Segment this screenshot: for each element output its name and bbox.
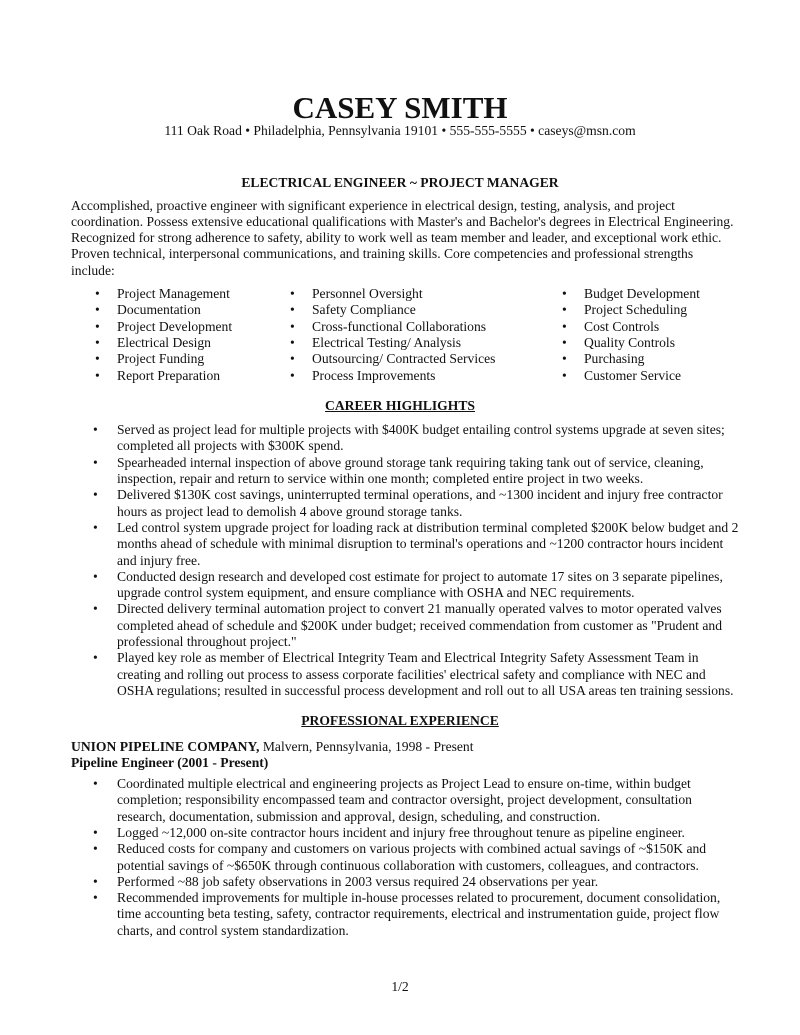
professional-experience-heading: [0, 713, 800, 729]
bullet-icon: •: [93, 519, 98, 535]
professional-title: ELECTRICAL ENGINEER ~ PROJECT MANAGER: [241, 175, 559, 191]
list-item-text: Spearheaded internal inspection of above ground storage tank requiring taking tank out of service, cleaning, inspection, repair and return to service within one month; completed entire project in two weeks.: [117, 454, 704, 487]
competency-label: Outsourcing/ Contracted Services: [312, 351, 496, 367]
competency-label: Quality Controls: [584, 334, 676, 350]
list-item: [71, 825, 739, 841]
competency-item: [562, 351, 734, 367]
competency-label: Budget Development: [584, 286, 700, 302]
bullet-icon: •: [95, 318, 100, 334]
bullet-icon: •: [93, 824, 98, 840]
competency-label: Project Development: [117, 318, 233, 334]
job-role: Pipeline Engineer (2001 - Present): [71, 754, 269, 770]
competencies-list: [71, 286, 739, 384]
competency-item: [290, 351, 584, 367]
bullet-icon: •: [562, 318, 567, 334]
competency-label: Report Preparation: [117, 367, 221, 383]
bullet-icon: •: [93, 650, 98, 666]
competency-item: [562, 318, 734, 335]
competency-label: Personnel Oversight: [312, 286, 423, 302]
company-line: [71, 739, 739, 755]
competency-item: [562, 334, 734, 351]
summary-paragraph: Accomplished, proactive engineer with significant experience in electrical design, testing, analysis, and project coordination. Possess extensive educational qualifications with Master's and Bachelor's degrees in Electrical Engineering. Recognized for strong adherence to safety, ability to work well as team member and leader, and exceptional work ethic. Proven technical, interpersonal communications, and training skills. Core competencies and professional strengths include:: [71, 197, 734, 278]
list-item-text: Reduced costs for company and customers on various projects with combined actual savings of ~$150K and potential savings of ~$650K through continuous collaboration with customers, colleagues, and contractors.: [117, 841, 707, 873]
bullet-icon: •: [93, 873, 98, 889]
experience-list: [71, 776, 739, 939]
company-name: UNION PIPELINE COMPANY,: [71, 738, 260, 754]
competency-column: [95, 286, 312, 384]
candidate-name: CASEY SMITH: [292, 90, 508, 125]
bullet-icon: •: [93, 568, 98, 584]
list-item: [71, 841, 739, 874]
list-item-text: Conducted design research and developed cost estimate for project to automate 17 sites on 3 separate pipelines, upgrade control system equipment, and ensure compliance with OSHA and NEC requirements.: [117, 568, 723, 601]
competency-item: [290, 367, 584, 384]
list-item-text: Logged ~12,000 on-site contractor hours incident and injury free throughout tenure as pipeline engineer.: [117, 824, 685, 840]
bullet-icon: •: [562, 334, 567, 350]
list-item: [71, 890, 739, 939]
list-item: [71, 776, 739, 825]
list-item: [71, 569, 739, 602]
list-item: [71, 874, 739, 890]
competency-label: Safety Compliance: [312, 302, 416, 318]
competency-item: [95, 351, 312, 367]
list-item-text: Played key role as member of Electrical Integrity Team and Electrical Integrity Safety Assessment Team in creating and rolling out process to assess corporate facilities' electrical safety and compliance with NEC and OSHA regulations; resulted in successful process development and roll out to all USA areas ten training sessions.: [117, 650, 734, 698]
competency-item: [95, 334, 312, 351]
bullet-icon: •: [93, 890, 98, 906]
bullet-icon: •: [93, 601, 98, 617]
competency-item: [290, 318, 584, 335]
competency-label: Project Scheduling: [584, 302, 688, 318]
bullet-icon: •: [93, 487, 98, 503]
bullet-icon: •: [95, 302, 100, 318]
list-item-text: Led control system upgrade project for loading rack at distribution terminal completed $200K below budget and 2 months ahead of schedule with minimal disruption to terminal's operations and ~1200 contractor hours incident and injury free.: [117, 519, 739, 568]
list-item-text: Directed delivery terminal automation project to convert 21 manually operated valves to motor operated valves completed ahead of schedule and $200K under budget; received commendation from customer as "Prudent and professional throughout project.": [117, 601, 722, 650]
bullet-icon: •: [95, 367, 100, 383]
bullet-icon: •: [562, 351, 567, 367]
competency-item: [95, 286, 312, 302]
competency-item: [290, 302, 584, 318]
bullet-icon: •: [93, 776, 98, 792]
bullet-icon: •: [93, 422, 98, 438]
competency-column: [562, 286, 734, 384]
competency-label: Cost Controls: [584, 318, 660, 334]
competency-item: [562, 367, 734, 384]
competency-item: [290, 286, 584, 302]
list-item-text: Served as project lead for multiple projects with $400K budget entailing control systems upgrade at seven sites; completed all projects with $300K spend.: [117, 422, 725, 454]
bullet-icon: •: [93, 841, 98, 857]
bullet-icon: •: [290, 302, 295, 318]
contact-info: 111 Oak Road • Philadelphia, Pennsylvania 19101 • 555-555-5555 • caseys@msn.com: [164, 123, 636, 138]
competency-label: Electrical Design: [117, 334, 211, 350]
bullet-icon: •: [562, 302, 567, 318]
list-item: [71, 520, 739, 569]
competency-label: Process Improvements: [312, 367, 436, 383]
list-item: [71, 650, 739, 699]
list-item: [71, 422, 739, 455]
bullet-icon: •: [290, 351, 295, 367]
bullet-icon: •: [95, 351, 100, 367]
heading-text: CAREER HIGHLIGHTS: [325, 397, 475, 413]
bullet-icon: •: [95, 334, 100, 350]
competency-label: Project Funding: [117, 351, 205, 367]
bullet-icon: •: [562, 286, 567, 302]
list-item-text: Performed ~88 job safety observations in 2003 versus required 24 observations per year.: [117, 873, 599, 889]
page-number: 1/2: [391, 979, 409, 995]
competency-label: Purchasing: [584, 351, 645, 367]
competency-label: Documentation: [117, 302, 201, 318]
competency-label: Cross-functional Collaborations: [312, 318, 487, 334]
list-item-text: Delivered $130K cost savings, uninterrupted terminal operations, and ~1300 incident and injury free contractor hours as project lead to demolish 4 above ground storage tanks.: [117, 487, 723, 519]
competency-item: [562, 286, 734, 302]
bullet-icon: •: [290, 367, 295, 383]
career-highlights-heading: [0, 398, 800, 414]
company-location: Malvern, Pennsylvania, 1998 - Present: [259, 738, 474, 754]
competency-item: [95, 318, 312, 335]
list-item-text: Recommended improvements for multiple in-house processes related to procurement, document consolidation, time accounting beta testing, safety, contractor requirements, electrical and instrumentation guide, project flow charts, and control system standardization.: [117, 890, 721, 938]
competency-item: [95, 367, 312, 384]
career-highlights-list: [71, 422, 739, 699]
list-item: [71, 601, 739, 650]
competency-label: Customer Service: [584, 367, 682, 383]
competency-item: [95, 302, 312, 318]
bullet-icon: •: [290, 334, 295, 350]
competency-column: [290, 286, 584, 384]
competency-label: Project Management: [117, 286, 230, 302]
list-item: [71, 455, 739, 488]
bullet-icon: •: [562, 367, 567, 383]
bullet-icon: •: [95, 286, 100, 302]
bullet-icon: •: [290, 318, 295, 334]
list-item: [71, 487, 739, 520]
bullet-icon: •: [290, 286, 295, 302]
heading-text: PROFESSIONAL EXPERIENCE: [301, 713, 499, 729]
competency-item: [290, 334, 584, 351]
competency-item: [562, 302, 734, 318]
competency-label: Electrical Testing/ Analysis: [312, 334, 462, 350]
list-item-text: Coordinated multiple electrical and engineering projects as Project Lead to ensure on-time, within budget completion; responsibility encompassed team and contractor oversight, project development, consultation research, documentation, submission and approval, design, scheduling, and construction.: [117, 776, 692, 824]
bullet-icon: •: [93, 454, 98, 470]
